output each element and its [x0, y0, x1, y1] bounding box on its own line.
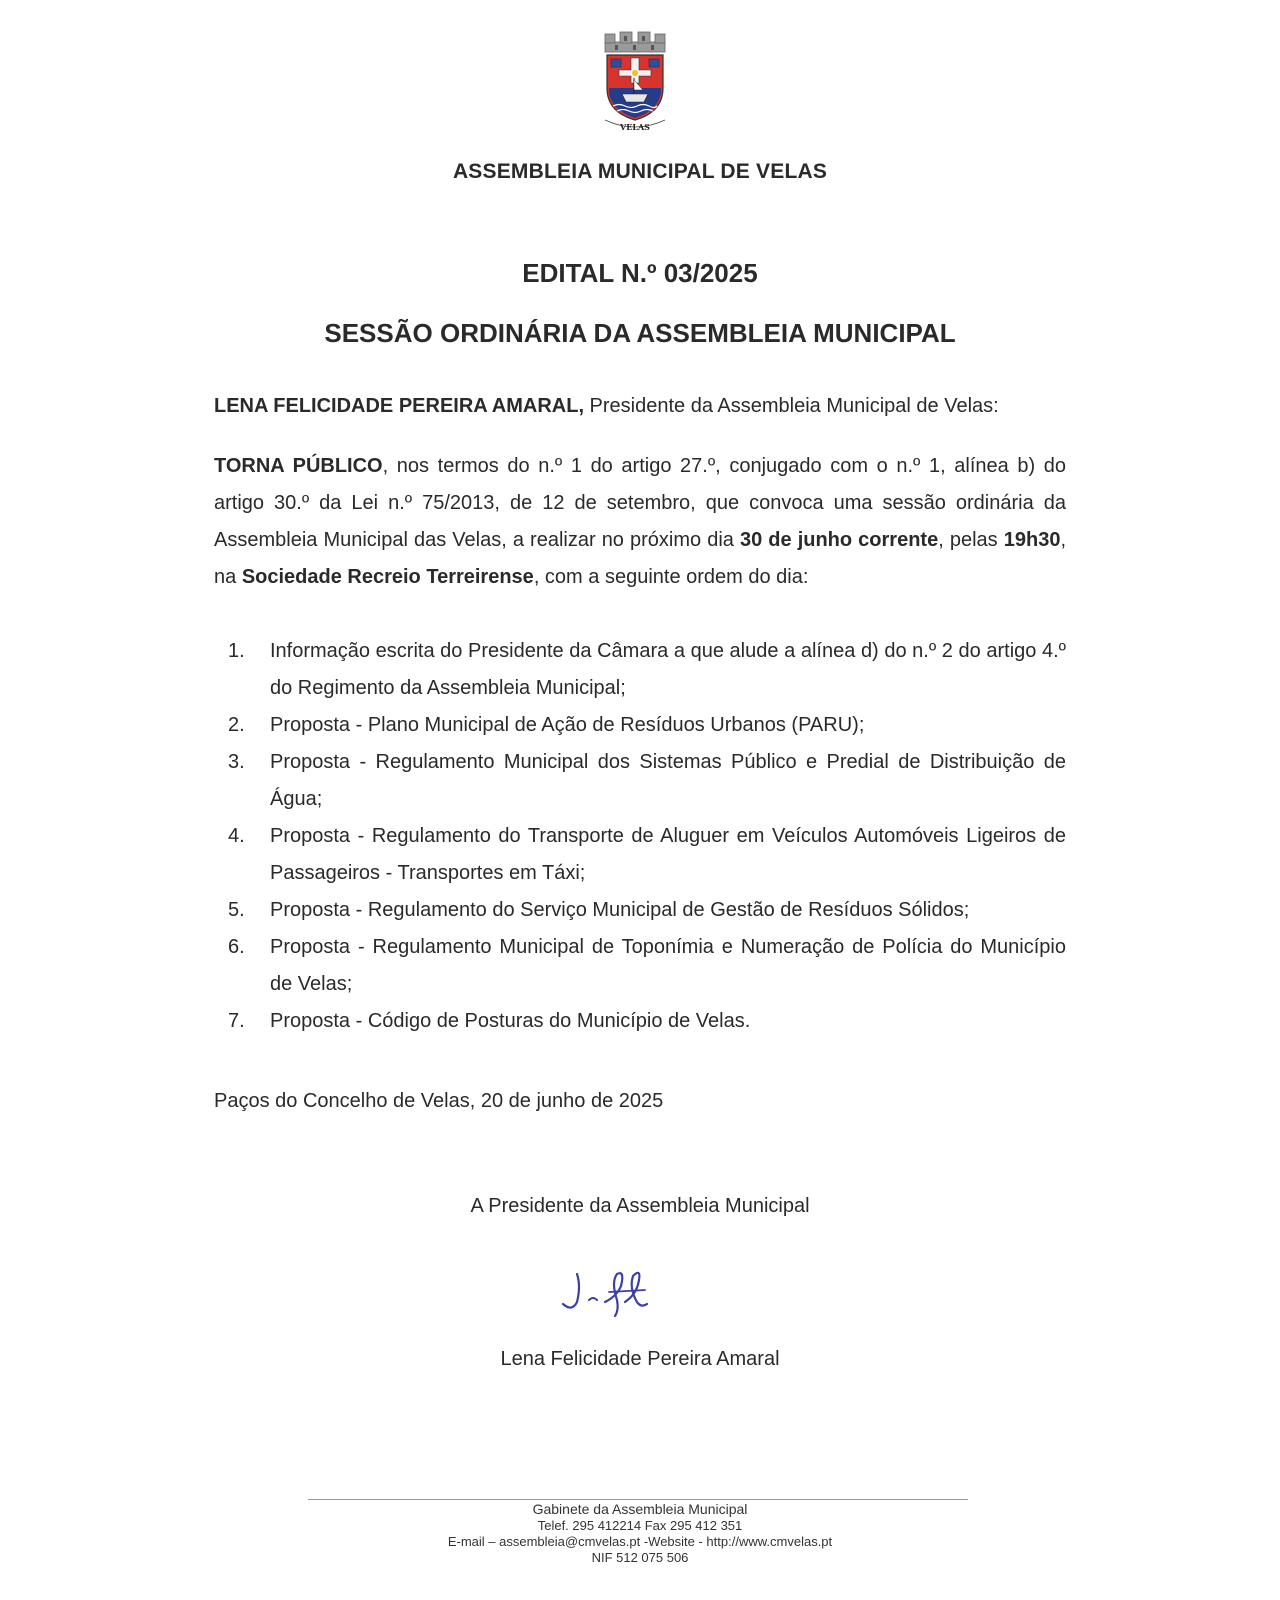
agenda-item-number: 2.	[228, 714, 245, 736]
agenda-item-text: Proposta - Plano Municipal de Ação de Resíduos Urbanos (PARU);	[270, 714, 865, 736]
agenda-item-number: 5.	[228, 899, 245, 921]
agenda-item-number: 3.	[228, 751, 245, 773]
footer-phone: Telef. 295 412214 Fax 295 412 351	[537, 1518, 743, 1533]
edital-number-title: EDITAL N.º 03/2025	[522, 258, 758, 288]
session-date: 30 de junho corrente	[739, 529, 939, 551]
announcement-text: , na	[214, 529, 1067, 588]
announcement-text: , pelas	[938, 529, 1004, 551]
agenda-item-number: 4.	[228, 825, 245, 847]
announcement-lead: TORNA PÚBLICO	[214, 455, 383, 477]
agenda-item-text: Proposta - Regulamento Municipal dos Sistemas Público e Predial de Distribuição de Água;	[270, 751, 1066, 810]
agenda-item	[228, 707, 1066, 744]
agenda-list	[228, 633, 1066, 1040]
footer-contact: E-mail – assembleia@cmvelas.pt -Website - http://www.cmvelas.pt	[447, 1534, 833, 1549]
president-role: Presidente da Assembleia Municipal de Velas:	[584, 395, 999, 417]
session-venue: Sociedade Recreio Terreirense	[241, 566, 534, 588]
agenda-item	[228, 744, 1066, 818]
agenda-item-text: Informação escrita do Presidente da Câmara a que alude a alínea d) do n.º 2 do artigo 4.º do Regimento da Assembleia Municipal;	[270, 640, 1066, 699]
footer	[0, 1501, 1280, 1566]
announcement-paragraph	[214, 448, 1066, 596]
agenda-item	[228, 633, 1066, 707]
place-date: Paços do Concelho de Velas, 20 de junho de 2025	[214, 1090, 664, 1112]
agenda-item	[228, 929, 1066, 1003]
signatory-role: A Presidente da Assembleia Municipal	[470, 1195, 810, 1217]
agenda-item	[228, 1003, 1066, 1040]
footer-divider	[308, 1499, 968, 1500]
agenda-item	[228, 818, 1066, 892]
agenda-item-text: Proposta - Código de Posturas do Município de Velas.	[270, 1010, 751, 1032]
president-name: LENA FELICIDADE PEREIRA AMARAL,	[214, 395, 584, 417]
announcement-text: , com a seguinte ordem do dia:	[533, 566, 809, 588]
organization-name: ASSEMBLEIA MUNICIPAL DE VELAS	[452, 160, 828, 183]
agenda-item	[228, 892, 1066, 929]
signatory-name: Lena Felicidade Pereira Amaral	[500, 1348, 780, 1370]
session-time: 19h30	[1003, 529, 1061, 551]
crest-label: VELAS	[620, 122, 650, 132]
footer-office: Gabinete da Assembleia Municipal	[532, 1501, 748, 1517]
footer-nif: NIF 512 075 506	[591, 1550, 689, 1565]
session-title: SESSÃO ORDINÁRIA DA ASSEMBLEIA MUNICIPAL	[324, 318, 956, 348]
agenda-item-number: 7.	[228, 1010, 245, 1032]
agenda-item-number: 6.	[228, 936, 245, 958]
agenda-item-number: 1.	[228, 640, 245, 662]
announcement-text: , nos termos do n.º 1 do artigo 27.º, conjugado com o n.º 1, alínea b) do artigo 30.º da Lei n.º 75/2013, de 12 de setembro, que convoca uma sessão ordinária da Assembleia Municipal das Velas, a realizar no próximo dia	[214, 455, 1066, 551]
intro-paragraph	[214, 391, 1066, 421]
agenda-item-text: Proposta - Regulamento Municipal de Toponímia e Numeração de Polícia do Município de Velas;	[270, 936, 1066, 995]
handwritten-signature	[555, 1256, 675, 1326]
agenda-item-text: Proposta - Regulamento do Transporte de Aluguer em Veículos Automóveis Ligeiros de Passageiros - Transportes em Táxi;	[270, 825, 1066, 884]
velas-crest-logo	[595, 28, 675, 134]
agenda-item-text: Proposta - Regulamento do Serviço Municipal de Gestão de Resíduos Sólidos;	[270, 899, 970, 921]
